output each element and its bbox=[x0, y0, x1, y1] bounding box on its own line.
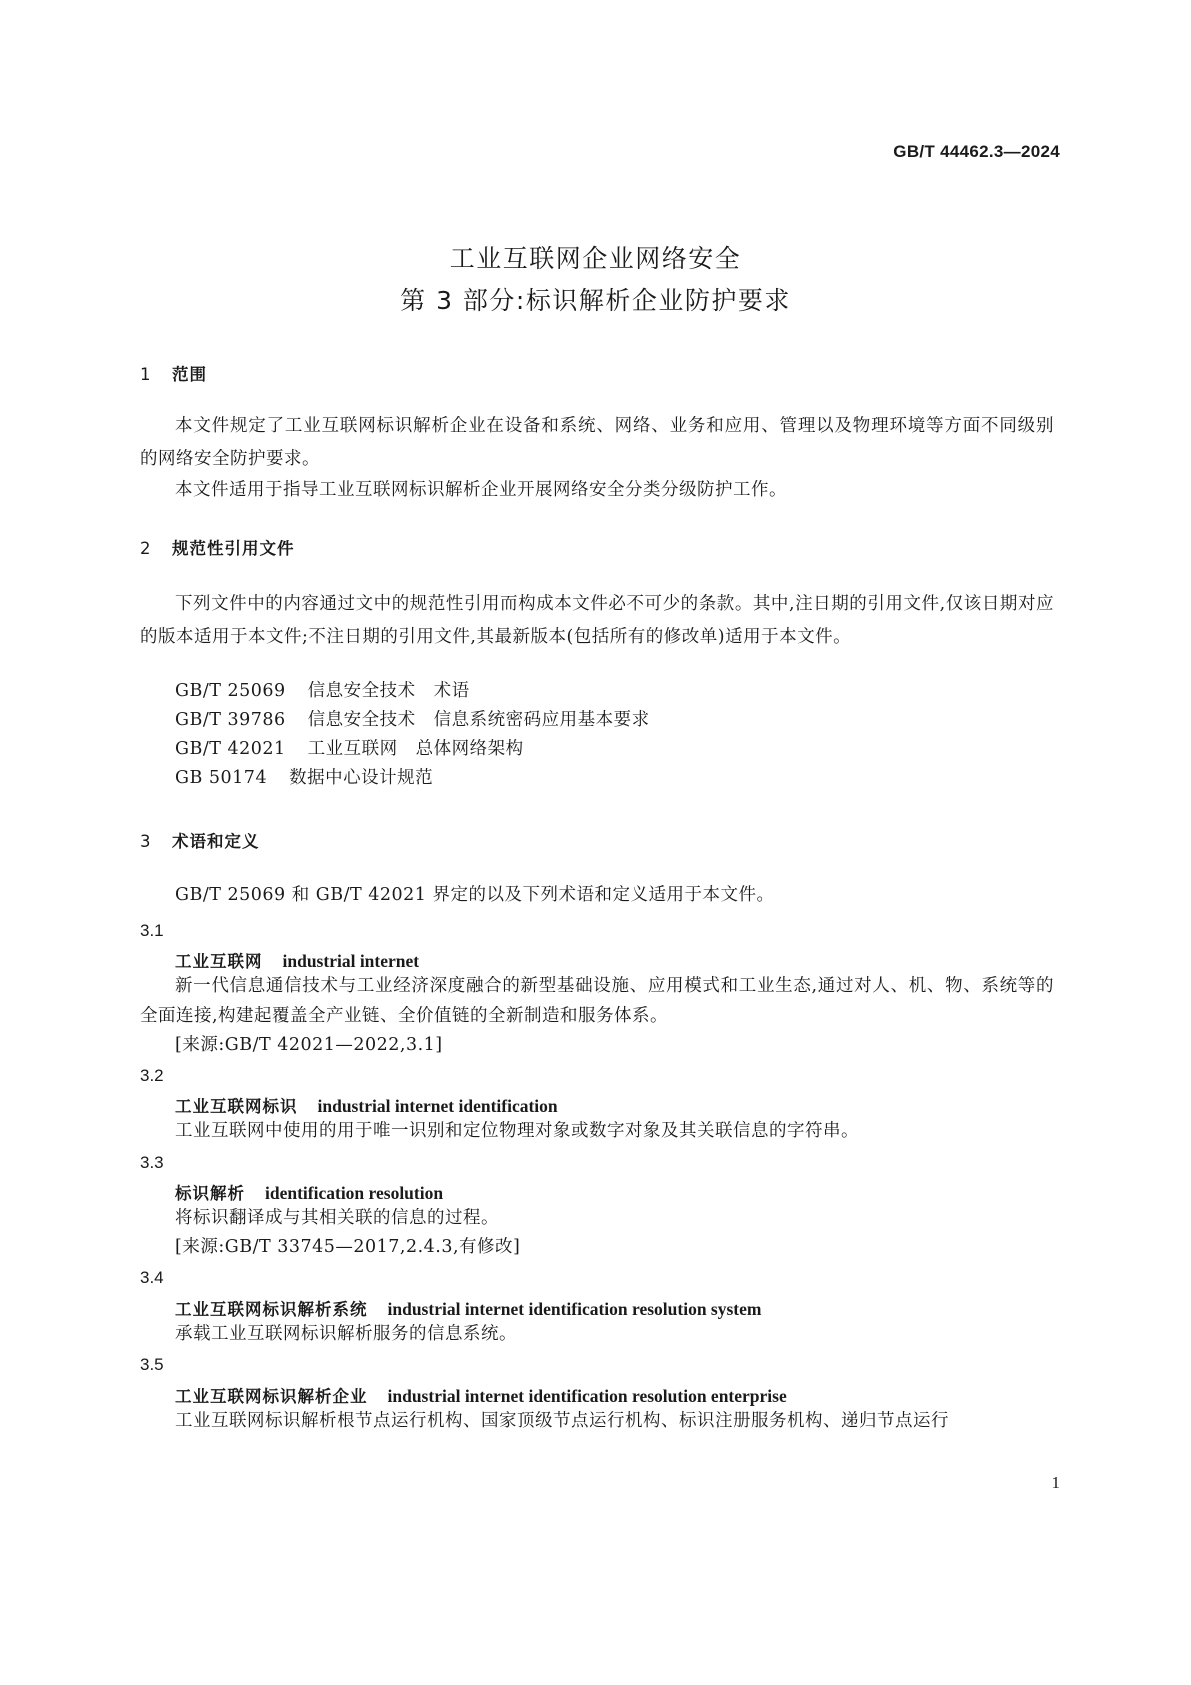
section-2-heading bbox=[140, 535, 295, 559]
term-name bbox=[175, 1180, 443, 1204]
term-name-en: industrial internet identification resolution enterprise bbox=[387, 1386, 787, 1406]
reference-title: 工业互联网 总体网络架构 bbox=[307, 739, 524, 759]
term-name-zh: 工业互联网标识解析系统 bbox=[175, 1300, 368, 1319]
title-line-2: 第 3 部分:标识解析企业防护要求 bbox=[400, 286, 791, 315]
reference-code: GB/T 39786 bbox=[175, 710, 286, 730]
section-3-intro: GB/T 25069 和 GB/T 42021 界定的以及下列术语和定义适用于本文件。 bbox=[175, 885, 775, 905]
term-number: 3.4 bbox=[140, 1268, 164, 1287]
term-name bbox=[175, 1383, 787, 1407]
term-definition: 承载工业互联网标识解析服务的信息系统。 bbox=[175, 1324, 517, 1344]
reference-title: 信息安全技术 术语 bbox=[307, 681, 470, 701]
term-definition: 将标识翻译成与其相关联的信息的过程。 bbox=[175, 1208, 499, 1228]
section-title: 范围 bbox=[172, 365, 207, 384]
term-definition: 工业互联网标识解析根节点运行机构、国家顶级节点运行机构、标识注册服务机构、递归节点运行 bbox=[175, 1411, 949, 1431]
section-1-paragraph-2: 本文件适用于指导工业互联网标识解析企业开展网络安全分类分级防护工作。 bbox=[175, 480, 787, 500]
reference-title: 数据中心设计规范 bbox=[289, 768, 434, 788]
term-name-en: industrial internet identification bbox=[317, 1096, 558, 1116]
reference-title: 信息安全技术 信息系统密码应用基本要求 bbox=[307, 710, 650, 730]
term-name bbox=[175, 1093, 558, 1117]
standard-number: GB/T 44462.3—2024 bbox=[893, 142, 1060, 161]
term-definition: 新一代信息通信技术与工业经济深度融合的新型基础设施、应用模式和工业生态,通过对人、机、物、系统等的全面连接,构建起覆盖全产业链、全价值链的全新制造和服务体系。 bbox=[140, 976, 1054, 1026]
section-title: 规范性引用文件 bbox=[172, 539, 295, 558]
term-name bbox=[175, 948, 419, 972]
normative-reference bbox=[175, 763, 433, 793]
term-source: [来源:GB/T 33745—2017,2.4.3,有修改] bbox=[175, 1237, 521, 1257]
title-line-1: 工业互联网企业网络安全 bbox=[449, 244, 742, 273]
term-name-en: industrial internet bbox=[282, 951, 420, 971]
term-number: 3.2 bbox=[140, 1066, 164, 1085]
term-definition: 工业互联网中使用的用于唯一识别和定位物理对象或数字对象及其关联信息的字符串。 bbox=[175, 1121, 859, 1141]
normative-reference bbox=[175, 705, 650, 735]
term-name-en: identification resolution bbox=[265, 1183, 444, 1203]
term-name bbox=[175, 1296, 761, 1320]
term-name-zh: 工业互联网标识 bbox=[175, 1097, 298, 1116]
section-number: 3 bbox=[140, 832, 152, 851]
section-2-paragraph-1: 下列文件中的内容通过文中的规范性引用而构成本文件必不可少的条款。其中,注日期的引用文件,仅该日期对应的版本适用于本文件;不注日期的引用文件,其最新版本(包括所有的修改单)适用于本文件。 bbox=[140, 594, 1054, 647]
section-number: 2 bbox=[140, 539, 152, 558]
term-name-zh: 标识解析 bbox=[175, 1184, 245, 1203]
section-1-paragraph-1: 本文件规定了工业互联网标识解析企业在设备和系统、网络、业务和应用、管理以及物理环境等方面不同级别的网络安全防护要求。 bbox=[140, 416, 1054, 469]
section-number: 1 bbox=[140, 365, 152, 384]
term-number: 3.1 bbox=[140, 921, 164, 940]
section-3-heading bbox=[140, 828, 260, 852]
term-name-en: industrial internet identification resolution system bbox=[387, 1299, 762, 1319]
term-number: 3.5 bbox=[140, 1355, 164, 1374]
term-name-zh: 工业互联网 bbox=[175, 952, 263, 971]
term-number: 3.3 bbox=[140, 1153, 164, 1172]
term-source: [来源:GB/T 42021—2022,3.1] bbox=[175, 1035, 443, 1055]
reference-code: GB/T 25069 bbox=[175, 681, 286, 701]
term-name-zh: 工业互联网标识解析企业 bbox=[175, 1387, 368, 1406]
normative-reference bbox=[175, 676, 470, 706]
section-1-heading bbox=[140, 361, 207, 385]
reference-code: GB 50174 bbox=[175, 768, 268, 788]
section-title: 术语和定义 bbox=[172, 832, 260, 851]
reference-code: GB/T 42021 bbox=[175, 739, 286, 759]
normative-reference bbox=[175, 734, 524, 764]
page-number: 1 bbox=[1051, 1473, 1060, 1492]
